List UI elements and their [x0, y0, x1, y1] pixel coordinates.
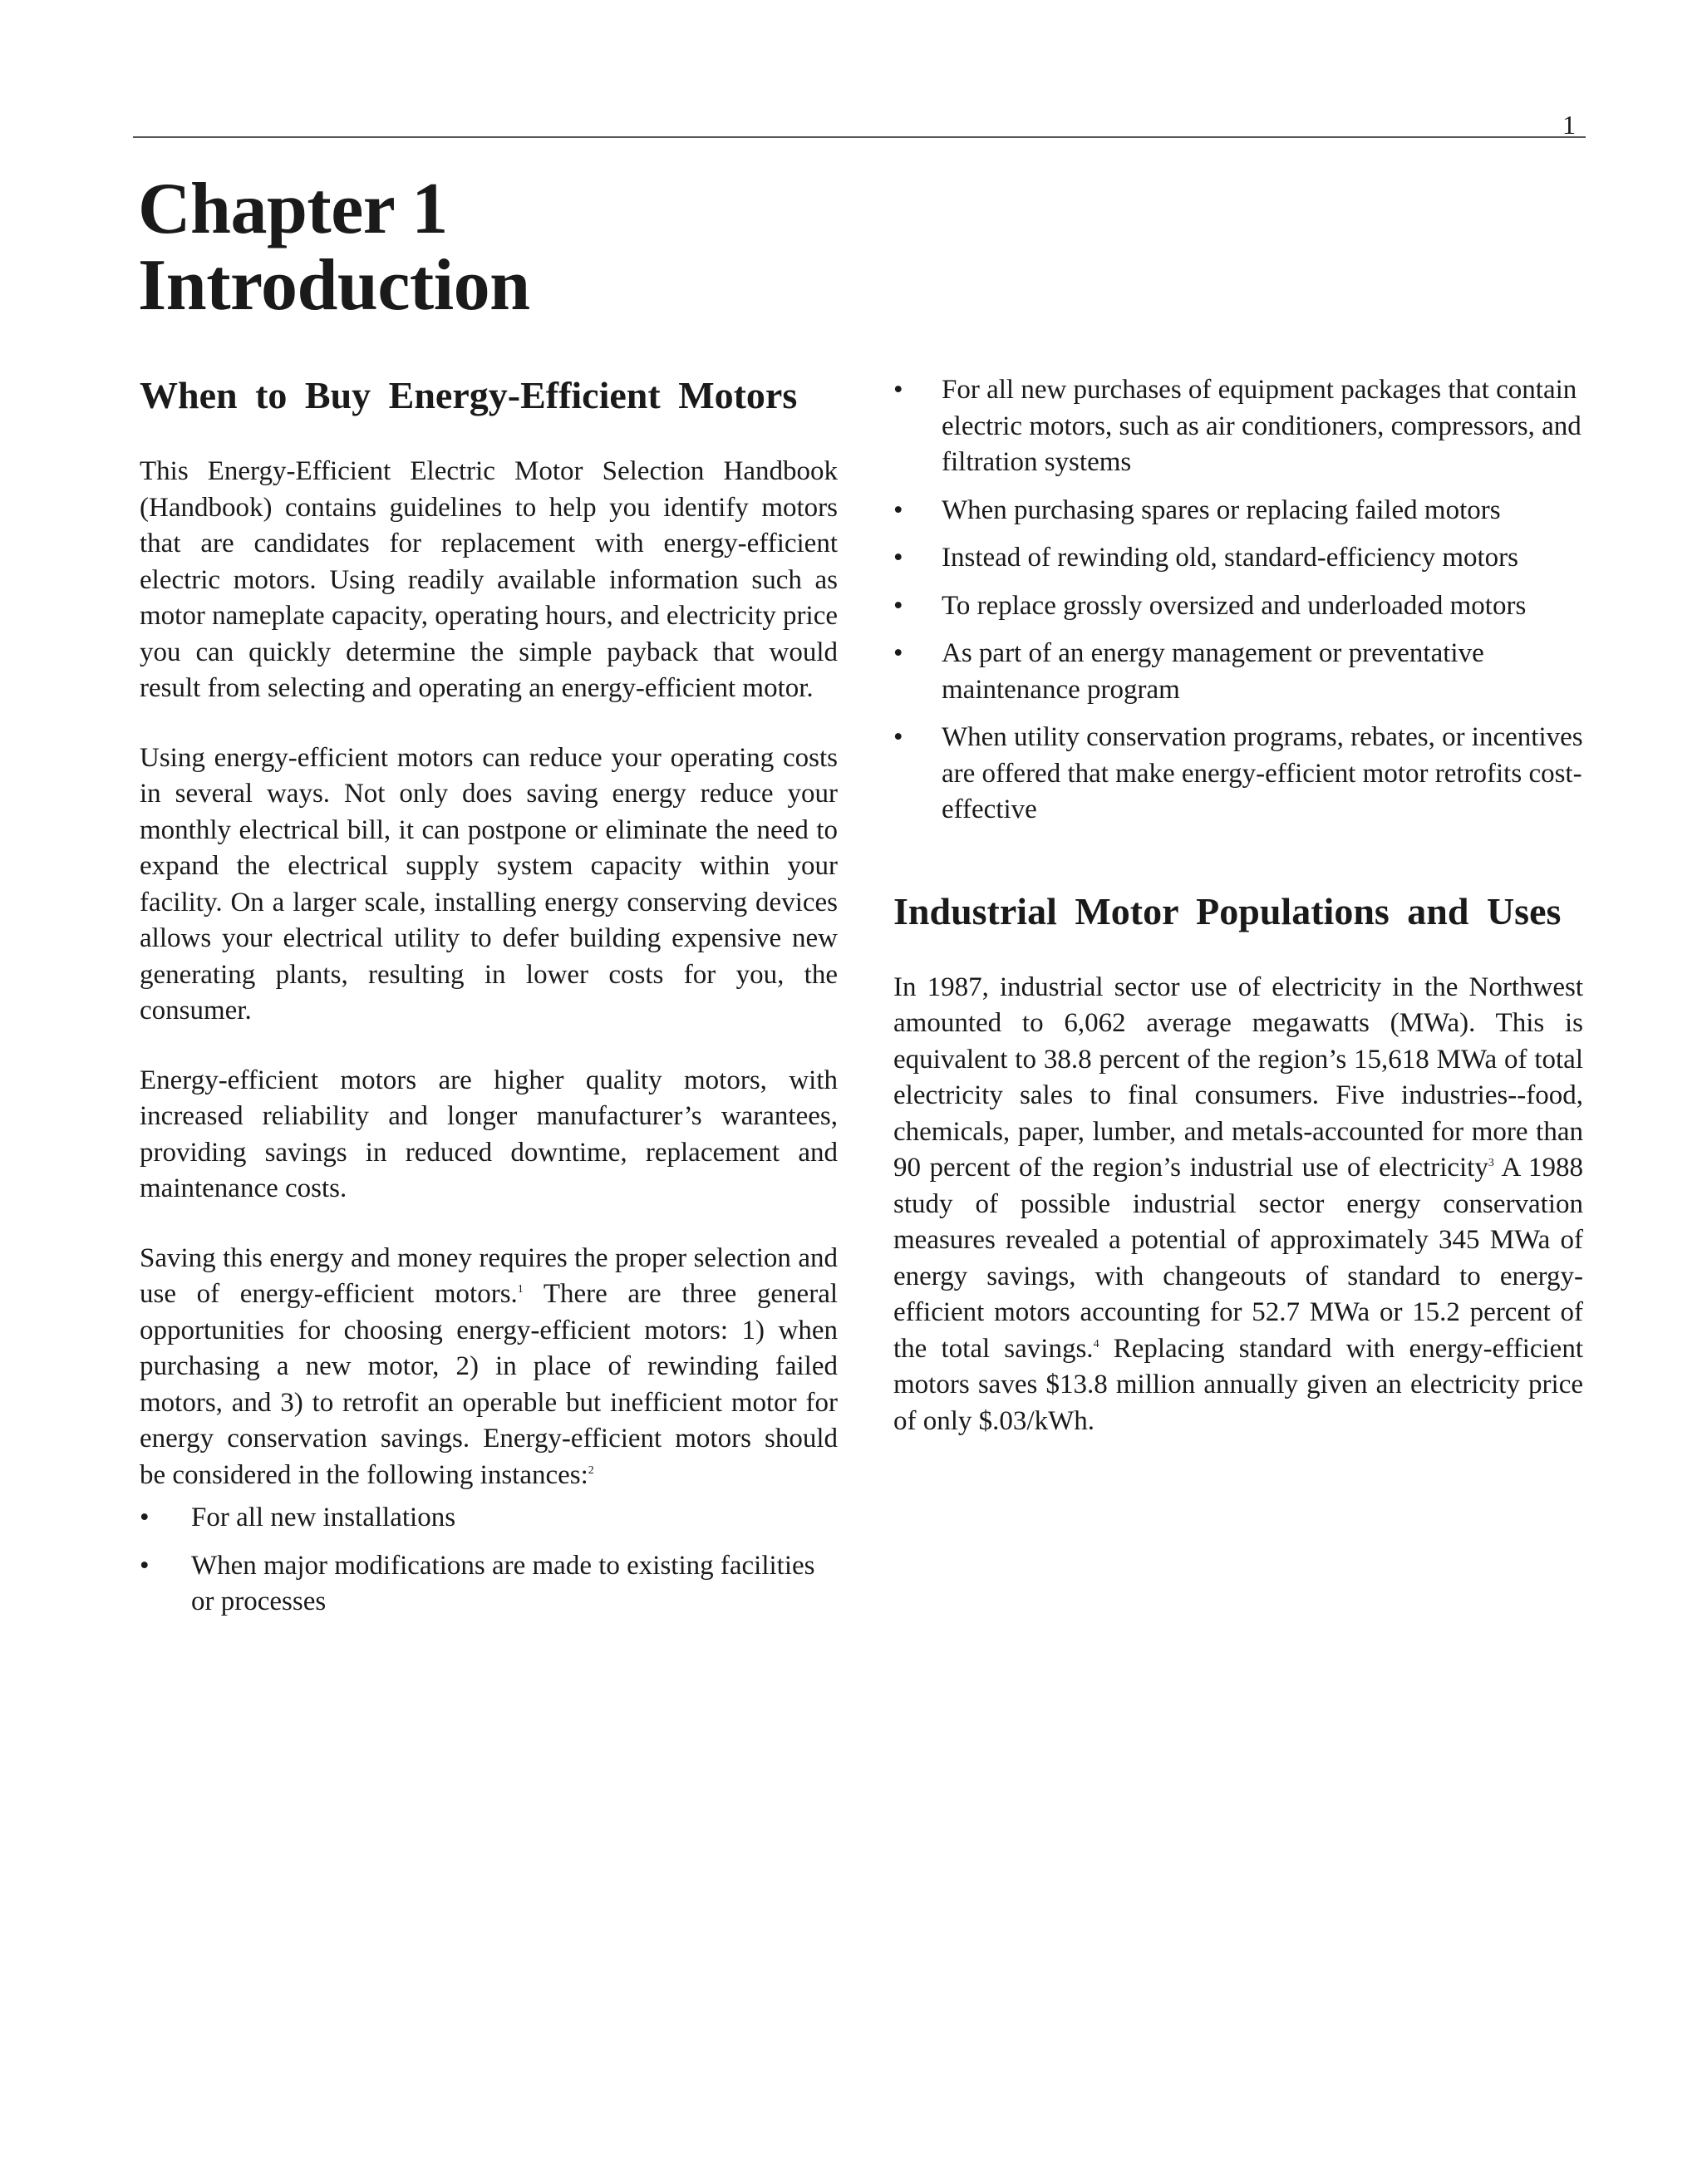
list-item-text: When major modifications are made to existing facilities or processes: [191, 1550, 815, 1616]
paragraph-industrial-text-3: Replacing standard with energy-efficient motors saves $13.8 million annually given an electricity price of only $.03/kWh.: [893, 1333, 1583, 1436]
right-column: [893, 372, 1583, 1439]
chapter-number: Chapter 1: [138, 169, 448, 249]
footnote-ref-3: 3: [1488, 1157, 1494, 1169]
list-item: [893, 540, 1583, 577]
list-item-text: When purchasing spares or replacing failed motors: [942, 494, 1501, 525]
paragraph-industrial-use: [893, 970, 1583, 1440]
left-column: [140, 372, 838, 1632]
list-item-text: As part of an energy management or preventative maintenance program: [942, 638, 1484, 705]
list-item: [893, 720, 1583, 829]
bullet-icon: •: [893, 494, 903, 525]
chapter-title: [138, 171, 530, 324]
paragraph-quality-motors: Energy-efficient motors are higher quality motors, with increased reliability and longer manufacturer’s warantees, providing savings in reduced downtime, replacement and maintenance costs.: [140, 1065, 838, 1203]
header-rule: [133, 136, 1586, 138]
bullet-icon: •: [893, 722, 903, 752]
list-item-text: To replace grossly oversized and underloaded motors: [942, 590, 1527, 621]
bullet-icon: •: [140, 1503, 150, 1532]
section-heading-industrial-motor-populations: Industrial Motor Populations and Uses: [893, 889, 1562, 932]
section-heading-when-to-buy: When to Buy Energy-Efficient Motors: [140, 374, 798, 416]
footnote-ref-1: 1: [517, 1283, 524, 1296]
paragraph-opportunities-text-1: Saving this energy and money requires the proper selection and use of energy-efficient motors.: [140, 1242, 838, 1309]
list-item-text: When utility conservation programs, rebates, or incentives are offered that make energy-efficient motor retrofits cost-effective: [942, 722, 1583, 824]
instances-list-part-1: [140, 1500, 838, 1621]
list-item: [140, 1548, 838, 1621]
list-item: [893, 372, 1583, 481]
paragraph-handbook-intro: This Energy-Efficient Electric Motor Selection Handbook (Handbook) contains guidelines to help you identify motors that are candidates for replacement with energy-efficient electric motors. Using readily available information such as motor nameplate capacity, operating hours, and electricity price you can quickly determine the simple payback that would result from selecting and operating an energy-efficient motor.: [140, 456, 838, 703]
list-item: [893, 493, 1583, 529]
paragraph-opportunities-text-2: There are three general opportunities for choosing energy-efficient motors: 1) when purchasing a new motor, 2) in place of rewinding failed motors, and 3) to retrofit an operable but inefficient motor for energy conservation savings. Energy-efficient motors should be considered in the following instances:: [140, 1279, 839, 1490]
paragraph-opportunities: [140, 1241, 838, 1494]
list-item-text: Instead of rewinding old, standard-efficiency motors: [942, 543, 1519, 573]
list-item: [893, 636, 1583, 708]
bullet-icon: •: [893, 375, 903, 405]
list-item-text: For all new installations: [191, 1503, 456, 1532]
paragraph-industrial-text-2: A 1988 study of possible industrial sector energy conservation measures revealed a potential of approximately 345 MWa of energy savings, with changeouts of standard to energy-efficient motors accounting for 52.7 MWa or 15.2 percent of the total savings.: [893, 1153, 1583, 1364]
list-item: [140, 1500, 838, 1537]
bullet-icon: •: [893, 590, 903, 621]
footnote-ref-2: 2: [588, 1463, 594, 1477]
page-number: 1: [1562, 110, 1576, 140]
list-item: [893, 588, 1583, 625]
bullet-icon: •: [893, 543, 903, 573]
footnote-ref-4: 4: [1093, 1337, 1099, 1350]
chapter-name: Introduction: [138, 245, 530, 326]
instances-list-part-2: [893, 372, 1583, 829]
bullet-icon: •: [140, 1550, 150, 1581]
list-item-text: For all new purchases of equipment packages that contain electric motors, such as air conditioners, compressors, and filtration systems: [942, 375, 1581, 477]
paragraph-industrial-text-1: In 1987, industrial sector use of electricity in the Northwest amounted to 6,062 average megawatts (MWa). This is equivalent to 38.8 percent of the region’s 15,618 MWa of total electricity sales to final consumers. Five industries--food, chemicals, paper, lumber, and metals-accounted for more than 90 percent of the region’s industrial use of electricity: [893, 971, 1583, 1183]
paragraph-operating-costs: Using energy-efficient motors can reduce your operating costs in several ways. Not only does saving energy reduce your monthly electrical bill, it can postpone or eliminate the need to expand the electrical supply system capacity within your facility. On a larger scale, installing energy conserving devices allows your electrical utility to defer building expensive new generating plants, resulting in lower costs for you, the consumer.: [140, 742, 838, 1026]
bullet-icon: •: [893, 638, 903, 668]
